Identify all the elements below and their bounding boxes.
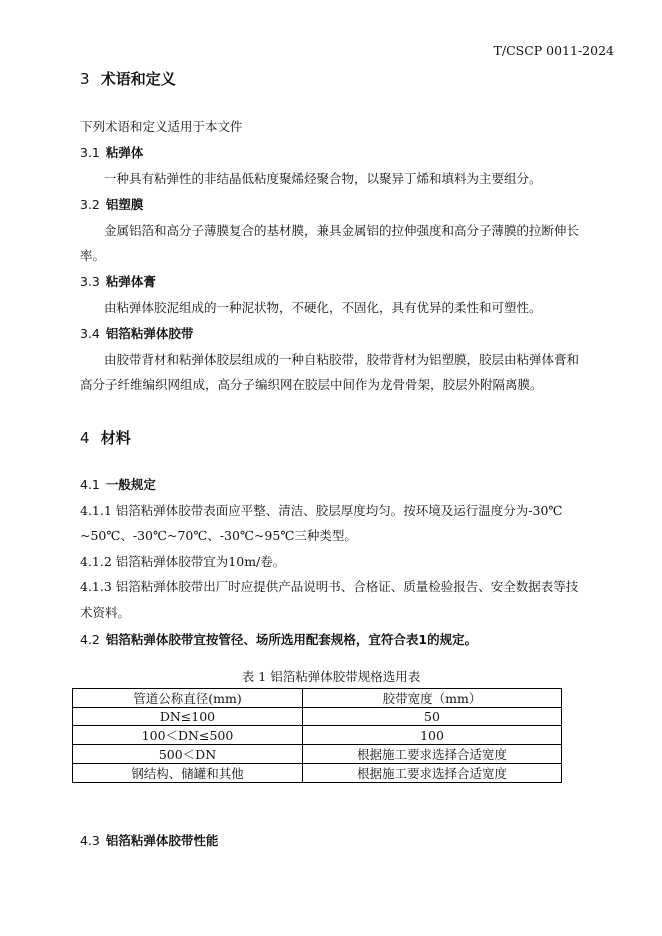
section-4-number: 4 xyxy=(80,429,90,447)
document-code: T/CSCP 0011-2024 xyxy=(493,43,614,58)
clause-4-1-3-line-2: 术资料。 xyxy=(80,605,131,620)
term-name: 铝塑膜 xyxy=(105,197,144,212)
term-number: 3.1 xyxy=(80,145,100,160)
section-3-heading xyxy=(80,68,176,89)
clause-title: 铝箔粘弹体胶带性能 xyxy=(105,833,219,848)
section-3-title: 术语和定义 xyxy=(100,70,176,88)
term-3-2-heading xyxy=(80,195,143,213)
clause-4-3-heading xyxy=(80,831,218,849)
clause-number: 4.3 xyxy=(80,833,100,848)
term-number: 3.4 xyxy=(80,326,100,341)
section-3-intro: 下列术语和定义适用于本文件 xyxy=(80,119,243,134)
clause-text: 铝箔粘弹体胶带宜为10m/卷。 xyxy=(115,554,286,569)
clause-text: 铝箔粘弹体胶带出厂时应提供产品说明书、合格证、质量检验报告、安全数据表等技 xyxy=(115,579,579,594)
table-row xyxy=(73,726,562,745)
table-cell-width: 根据施工要求选择合适宽度 xyxy=(303,764,562,783)
table-cell-width: 50 xyxy=(303,708,562,726)
term-name: 粘弹体膏 xyxy=(105,274,156,289)
table-row xyxy=(73,745,562,764)
term-definition: 一种具有粘弹性的非结晶低粘度聚烯烃聚合物，以聚异丁烯和填料为主要组分。 xyxy=(104,171,542,186)
table-row xyxy=(73,764,562,783)
clause-title: 一般规定 xyxy=(105,477,156,492)
table-cell-diameter: 钢结构、储罐和其他 xyxy=(73,764,303,783)
section-4-heading xyxy=(80,427,131,448)
clause-4-1-2 xyxy=(80,552,285,570)
table-header-width: 胶带宽度（mm） xyxy=(303,689,562,708)
term-definition: 金属铝箔和高分子薄膜复合的基材膜，兼具金属铝的拉伸强度和高分子薄膜的拉断伸长 xyxy=(104,223,580,238)
term-definition: 由粘弹体胶泥组成的一种泥状物，不硬化，不固化，具有优异的柔性和可塑性。 xyxy=(104,300,542,315)
clause-title: 铝箔粘弹体胶带宜按管径、场所选用配套规格，宜符合表1的规定。 xyxy=(105,632,478,647)
term-name: 铝箔粘弹体胶带 xyxy=(105,326,194,341)
clause-4-1-1-line-2: ~50℃、-30℃~70℃、-30℃~95℃三种类型。 xyxy=(80,528,357,543)
table-1-spec xyxy=(72,688,562,783)
term-number: 3.2 xyxy=(80,197,100,212)
clause-4-1-1-line-1 xyxy=(80,501,562,519)
table-cell-width: 根据施工要求选择合适宽度 xyxy=(303,745,562,764)
clause-4-1-heading xyxy=(80,475,156,493)
table-1-caption: 表 1 铝箔粘弹体胶带规格选用表 xyxy=(241,669,421,684)
clause-number: 4.1.2 xyxy=(80,554,112,569)
table-cell-diameter: DN≤100 xyxy=(73,708,303,726)
table-cell-diameter: 500＜DN xyxy=(73,745,303,764)
term-3-4-heading xyxy=(80,324,193,342)
clause-number: 4.1.1 xyxy=(80,503,112,518)
term-definition: 由胶带背材和粘弹体胶层组成的一种自粘胶带，胶带背材为铝塑膜，胶层由粘弹体膏和 xyxy=(104,352,580,367)
table-row xyxy=(73,708,562,726)
clause-4-2-heading xyxy=(80,630,477,648)
table-cell-diameter: 100＜DN≤500 xyxy=(73,726,303,745)
clause-text: 铝箔粘弹体胶带表面应平整、清洁、胶层厚度均匀。按环境及运行温度分为-30℃ xyxy=(115,503,563,518)
table-header-diameter: 管道公称直径(mm) xyxy=(73,689,303,708)
term-definition: 高分子纤维编织网组成，高分子编织网在胶层中间作为龙骨骨架，胶层外附隔离膜。 xyxy=(80,377,543,392)
section-4-title: 材料 xyxy=(100,429,131,447)
term-number: 3.3 xyxy=(80,274,100,289)
term-3-1-heading xyxy=(80,143,143,161)
table-cell-width: 100 xyxy=(303,726,562,745)
clause-number: 4.2 xyxy=(80,632,100,647)
clause-number: 4.1.3 xyxy=(80,579,112,594)
term-definition: 率。 xyxy=(80,248,106,263)
term-3-3-heading xyxy=(80,272,156,290)
clause-4-1-3-line-1 xyxy=(80,577,578,595)
table-header-row xyxy=(73,689,562,708)
term-name: 粘弹体 xyxy=(105,145,144,160)
section-3-number: 3 xyxy=(80,70,90,88)
clause-number: 4.1 xyxy=(80,477,100,492)
